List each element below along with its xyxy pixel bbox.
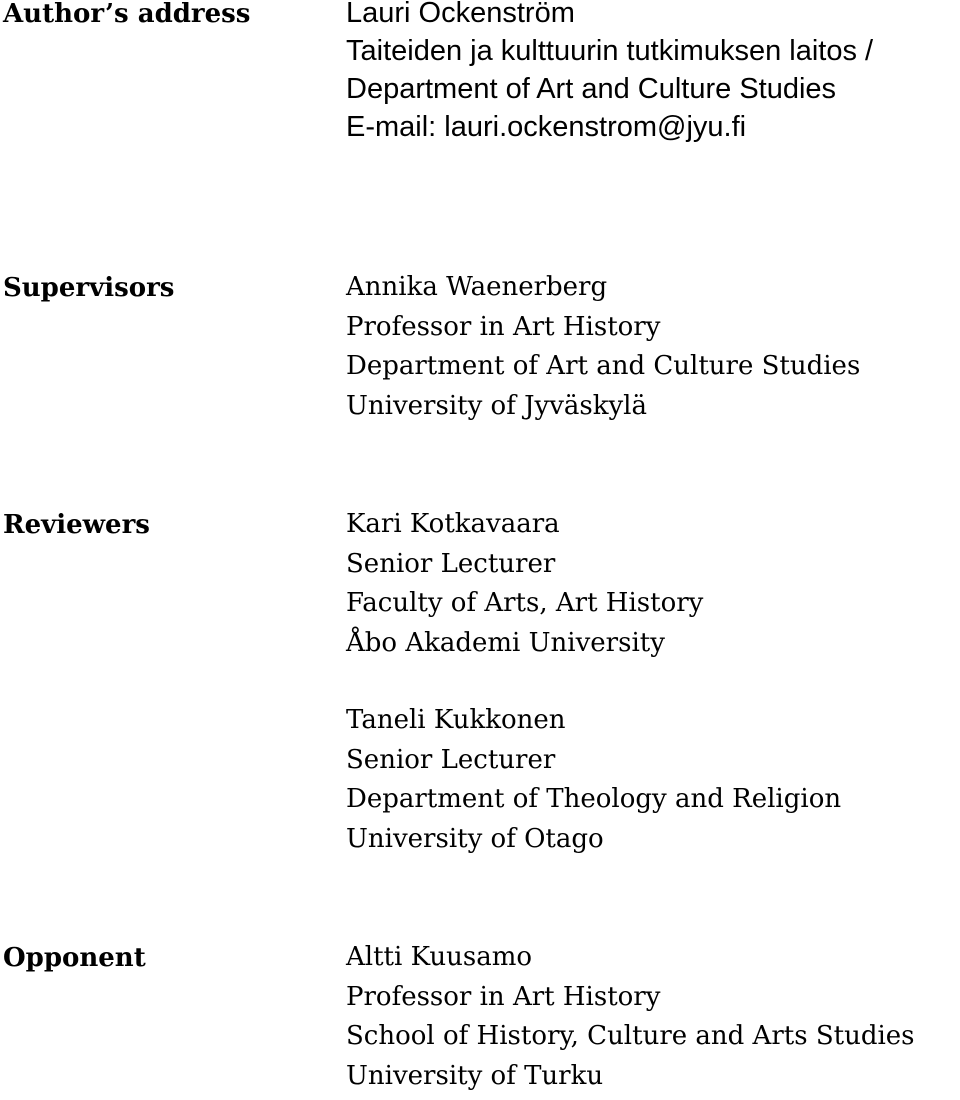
section-entries-authors-address — [346, 0, 958, 146]
section-label-authors-address: Author’s address — [3, 0, 251, 29]
opponent-school: School of History, Culture and Arts Studies — [346, 1021, 915, 1051]
reviewer-entry — [346, 701, 958, 859]
author-email: E-mail: lauri.ockenstrom@jyu.fi — [346, 111, 747, 143]
opponent-entry — [346, 938, 958, 1096]
author-department-finnish: Taiteiden ja kulttuurin tutkimuksen laitos / — [346, 35, 874, 67]
section-entries-reviewers — [346, 505, 958, 859]
reviewer-name: Kari Kotkavaara — [346, 509, 560, 539]
supervisor-university: University of Jyväskylä — [346, 390, 647, 421]
section-label-supervisors: Supervisors — [3, 273, 175, 303]
opponent-title: Professor in Art History — [346, 981, 661, 1012]
opponent-university: University of Turku — [346, 1060, 604, 1091]
reviewer-title: Senior Lecturer — [346, 744, 556, 775]
author-name: Lauri Ockenström — [346, 0, 575, 29]
section-label-reviewers: Reviewers — [3, 510, 150, 540]
supervisor-name: Annika Waenerberg — [346, 272, 608, 302]
reviewer-university: Åbo Akademi University — [346, 627, 665, 658]
reviewer-university: University of Otago — [346, 823, 604, 854]
reviewer-entry — [346, 505, 958, 663]
supervisor-department: Department of Art and Culture Studies — [346, 351, 861, 381]
reviewer-title: Senior Lecturer — [346, 548, 556, 579]
author-entry — [346, 0, 958, 146]
reviewer-name: Taneli Kukkonen — [346, 705, 566, 735]
opponent-name: Altti Kuusamo — [346, 942, 533, 972]
author-department-english: Department of Art and Culture Studies — [346, 73, 837, 105]
section-entries-supervisors — [346, 268, 958, 426]
supervisor-entry — [346, 268, 958, 426]
supervisor-title: Professor in Art History — [346, 311, 661, 342]
reviewer-department: Department of Theology and Religion — [346, 784, 842, 814]
section-entries-opponent — [346, 938, 958, 1096]
section-label-opponent: Opponent — [3, 943, 146, 973]
reviewer-faculty: Faculty of Arts, Art History — [346, 588, 704, 618]
